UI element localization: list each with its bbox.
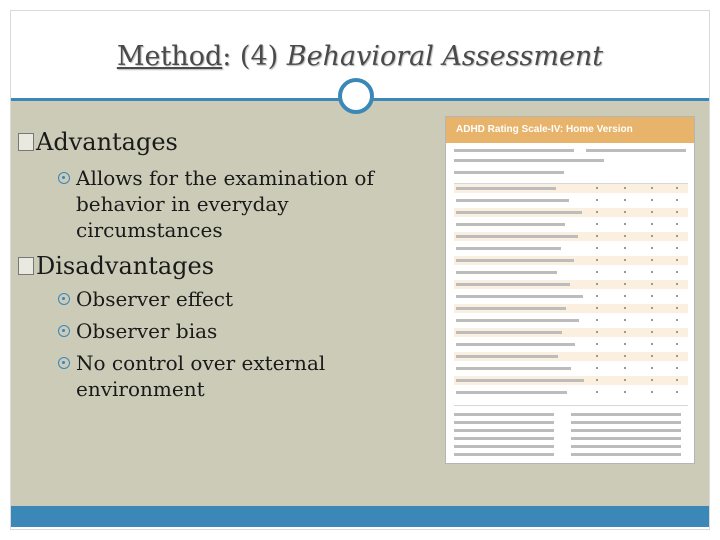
form-field-line (454, 149, 574, 152)
form-score-mark (676, 187, 678, 189)
form-footer-text (454, 453, 554, 456)
form-score-mark (624, 391, 626, 393)
divider-circle (338, 78, 374, 114)
advantages-item-continued: circumstances (76, 218, 223, 242)
form-score-mark (676, 271, 678, 273)
form-score-mark (596, 283, 598, 285)
form-item-text (456, 379, 584, 382)
form-footer-text (571, 445, 681, 448)
form-score-mark (624, 235, 626, 237)
form-score-mark (676, 199, 678, 201)
form-footer-text (571, 429, 681, 432)
form-item-text (456, 259, 574, 262)
form-item-text (456, 307, 566, 310)
form-score-mark (624, 331, 626, 333)
form-score-mark (651, 343, 653, 345)
form-score-mark (596, 271, 598, 273)
form-item-text (456, 187, 556, 190)
form-score-mark (596, 295, 598, 297)
form-score-mark (651, 235, 653, 237)
form-score-mark (596, 391, 598, 393)
form-item-text (456, 283, 570, 286)
form-item-text (456, 391, 567, 394)
bullet-circle-icon (58, 172, 70, 184)
form-score-mark (596, 319, 598, 321)
form-field-line (454, 171, 564, 174)
form-footer-text (454, 445, 554, 448)
form-score-mark (624, 271, 626, 273)
form-score-mark (651, 199, 653, 201)
form-score-mark (676, 235, 678, 237)
form-score-mark (676, 343, 678, 345)
form-score-mark (651, 223, 653, 225)
adhd-rating-form-image (445, 116, 695, 464)
form-score-mark (596, 331, 598, 333)
form-score-mark (624, 367, 626, 369)
form-item-text (456, 199, 569, 202)
form-score-mark (651, 307, 653, 309)
form-score-mark (676, 223, 678, 225)
form-score-mark (651, 211, 653, 213)
form-footer-text (454, 421, 554, 424)
disadvantages-item: Observer bias (58, 319, 217, 343)
form-score-mark (624, 379, 626, 381)
form-item-text (456, 271, 557, 274)
disadvantages-item: No control over external (58, 351, 325, 375)
form-score-mark (596, 307, 598, 309)
form-score-mark (651, 271, 653, 273)
form-score-mark (651, 319, 653, 321)
form-footer-text (454, 413, 554, 416)
form-score-mark (624, 283, 626, 285)
form-score-mark (624, 295, 626, 297)
form-score-mark (596, 199, 598, 201)
form-score-mark (651, 331, 653, 333)
form-footer-text (454, 429, 554, 432)
form-score-mark (676, 355, 678, 357)
form-footer-text (571, 413, 681, 416)
form-header: ADHD Rating Scale-IV: Home Version (446, 117, 694, 143)
form-score-mark (651, 355, 653, 357)
form-item-text (456, 331, 562, 334)
form-score-mark (596, 343, 598, 345)
form-score-mark (624, 343, 626, 345)
form-score-mark (624, 307, 626, 309)
form-score-mark (676, 379, 678, 381)
form-score-mark (596, 259, 598, 261)
form-score-mark (624, 199, 626, 201)
form-field-line (454, 159, 604, 162)
form-rule (454, 405, 688, 406)
form-score-mark (624, 259, 626, 261)
bullet-circle-icon (58, 325, 70, 337)
form-item-text (456, 295, 583, 298)
form-item-text (456, 367, 571, 370)
form-score-mark (596, 367, 598, 369)
form-score-mark (676, 259, 678, 261)
slide-title (11, 41, 709, 72)
form-score-mark (624, 319, 626, 321)
form-score-mark (596, 379, 598, 381)
form-score-mark (676, 283, 678, 285)
form-score-mark (676, 307, 678, 309)
form-item-text (456, 235, 578, 238)
form-footer-text (571, 421, 681, 424)
form-score-mark (651, 283, 653, 285)
form-score-mark (676, 319, 678, 321)
title-colon: : (222, 41, 232, 72)
form-item-text (456, 211, 582, 214)
form-score-mark (596, 187, 598, 189)
form-field-line (586, 149, 686, 152)
form-score-mark (596, 235, 598, 237)
form-item-text (456, 223, 565, 226)
form-item-text (456, 247, 561, 250)
form-score-mark (651, 367, 653, 369)
form-score-mark (676, 331, 678, 333)
title-subject: Behavioral Assessment (286, 41, 604, 72)
disadvantages-item: Observer effect (58, 287, 233, 311)
form-score-mark (651, 187, 653, 189)
form-score-mark (624, 247, 626, 249)
bottom-bar (11, 506, 709, 527)
form-footer-text (454, 437, 554, 440)
bullet-circle-icon (58, 357, 70, 369)
form-score-mark (651, 391, 653, 393)
form-item-text (456, 343, 575, 346)
advantages-heading: Advantages (18, 128, 178, 156)
form-score-mark (596, 223, 598, 225)
form-score-mark (596, 355, 598, 357)
advantages-item: Allows for the examination of (58, 166, 374, 190)
form-score-mark (676, 367, 678, 369)
form-item-text (456, 319, 579, 322)
form-score-mark (651, 379, 653, 381)
form-score-mark (651, 259, 653, 261)
form-score-mark (676, 295, 678, 297)
form-score-mark (624, 211, 626, 213)
form-score-mark (651, 295, 653, 297)
bullet-box-icon (18, 257, 34, 275)
form-item-text (456, 355, 558, 358)
advantages-item-continued: behavior in everyday (76, 192, 289, 216)
form-footer-text (571, 453, 681, 456)
form-score-mark (596, 247, 598, 249)
form-score-mark (676, 211, 678, 213)
title-number: (4) (231, 41, 287, 72)
disadvantages-heading: Disadvantages (18, 252, 214, 280)
form-score-mark (624, 355, 626, 357)
form-score-mark (596, 211, 598, 213)
form-score-mark (651, 247, 653, 249)
form-score-mark (676, 247, 678, 249)
form-score-mark (624, 187, 626, 189)
title-method: Method (116, 41, 223, 72)
bullet-box-icon (18, 133, 34, 151)
disadvantages-item-continued: environment (76, 377, 205, 401)
form-footer-text (571, 437, 681, 440)
form-score-mark (676, 391, 678, 393)
form-score-mark (624, 223, 626, 225)
bullet-circle-icon (58, 293, 70, 305)
